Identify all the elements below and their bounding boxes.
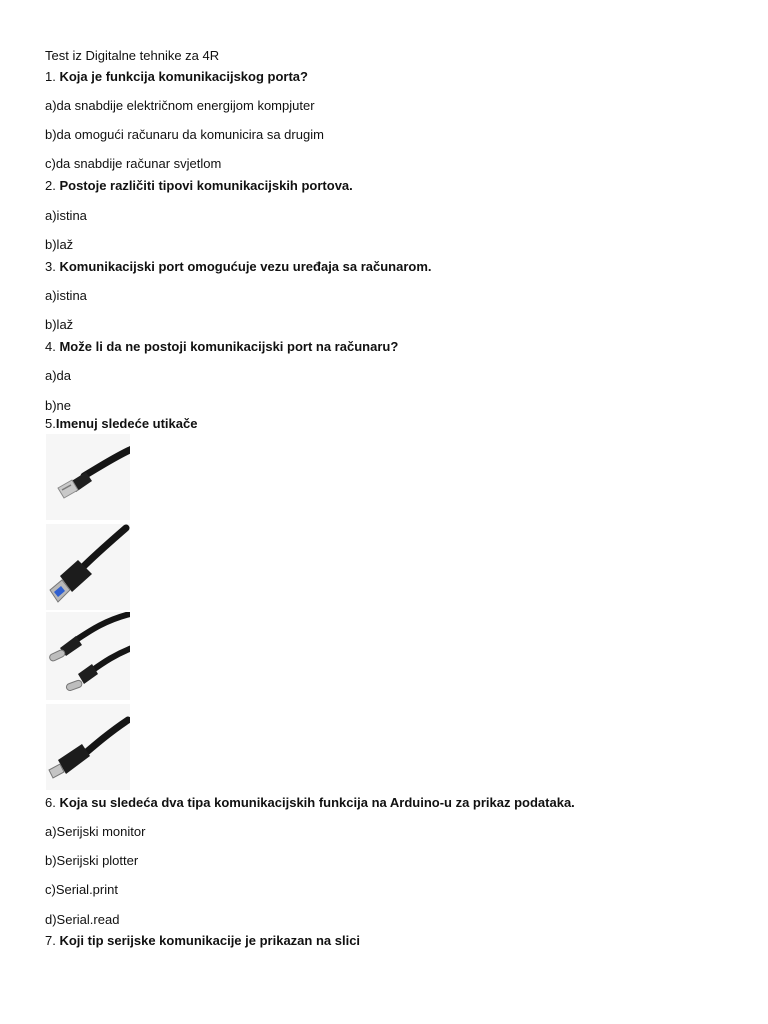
answer-1b: b)da omogući računaru da komunicira sa drugim: [45, 127, 324, 142]
question-2: [45, 178, 353, 194]
answer-6c: c)Serial.print: [45, 882, 118, 897]
question-text: Može li da ne postoji komunikacijski port na računaru?: [59, 339, 399, 354]
answer-3b: b)laž: [45, 317, 74, 332]
answer-1a: a)da snabdije električnom energijom kompjuter: [45, 98, 315, 113]
answer-4b: b)ne: [45, 398, 72, 413]
question-number: 7.: [45, 933, 56, 948]
question-number: 5.: [45, 416, 56, 431]
answer-1c: c)da snabdije računar svjetlom: [45, 156, 222, 171]
answer-6b: b)Serijski plotter: [45, 853, 139, 868]
answer-6a: a)Serijski monitor: [45, 824, 146, 839]
question-text: Koja su sledeća dva tipa komunikacijskih funkcija na Arduino-u za prikaz podataka.: [59, 795, 575, 810]
question-text: Postoje različiti tipovi komunikacijskih portova.: [59, 178, 353, 193]
answer-2b: b)laž: [45, 237, 74, 252]
question-text: Imenuj sledeće utikače: [55, 416, 198, 431]
question-text: Komunikacijski port omogućuje vezu uređaja sa računarom.: [59, 259, 432, 274]
question-number: 4.: [45, 339, 56, 354]
question-number: 3.: [45, 259, 56, 274]
question-text: Koja je funkcija komunikacijskog porta?: [59, 69, 308, 84]
micro-usb-plug-image: [46, 704, 130, 790]
answer-2a: a)istina: [45, 208, 87, 223]
question-number: 2.: [45, 178, 56, 193]
usb-c-plugs-image: [46, 612, 130, 700]
question-6: [45, 795, 575, 811]
question-7: [45, 933, 360, 949]
document-title: Test iz Digitalne tehnike za 4R: [45, 48, 220, 63]
question-5: [45, 416, 197, 432]
question-4: [45, 339, 398, 355]
usb-b-plug-image: [46, 524, 130, 610]
answer-6d: d)Serial.read: [45, 912, 120, 927]
question-3: [45, 259, 432, 275]
usb-a-plug-image: [46, 434, 130, 520]
question-1: [45, 69, 308, 85]
question-text: Koji tip serijske komunikacije je prikazan na slici: [59, 933, 361, 948]
question-number: 1.: [45, 69, 56, 84]
answer-4a: a)da: [45, 368, 72, 383]
answer-3a: a)istina: [45, 288, 87, 303]
question-number: 6.: [45, 795, 56, 810]
